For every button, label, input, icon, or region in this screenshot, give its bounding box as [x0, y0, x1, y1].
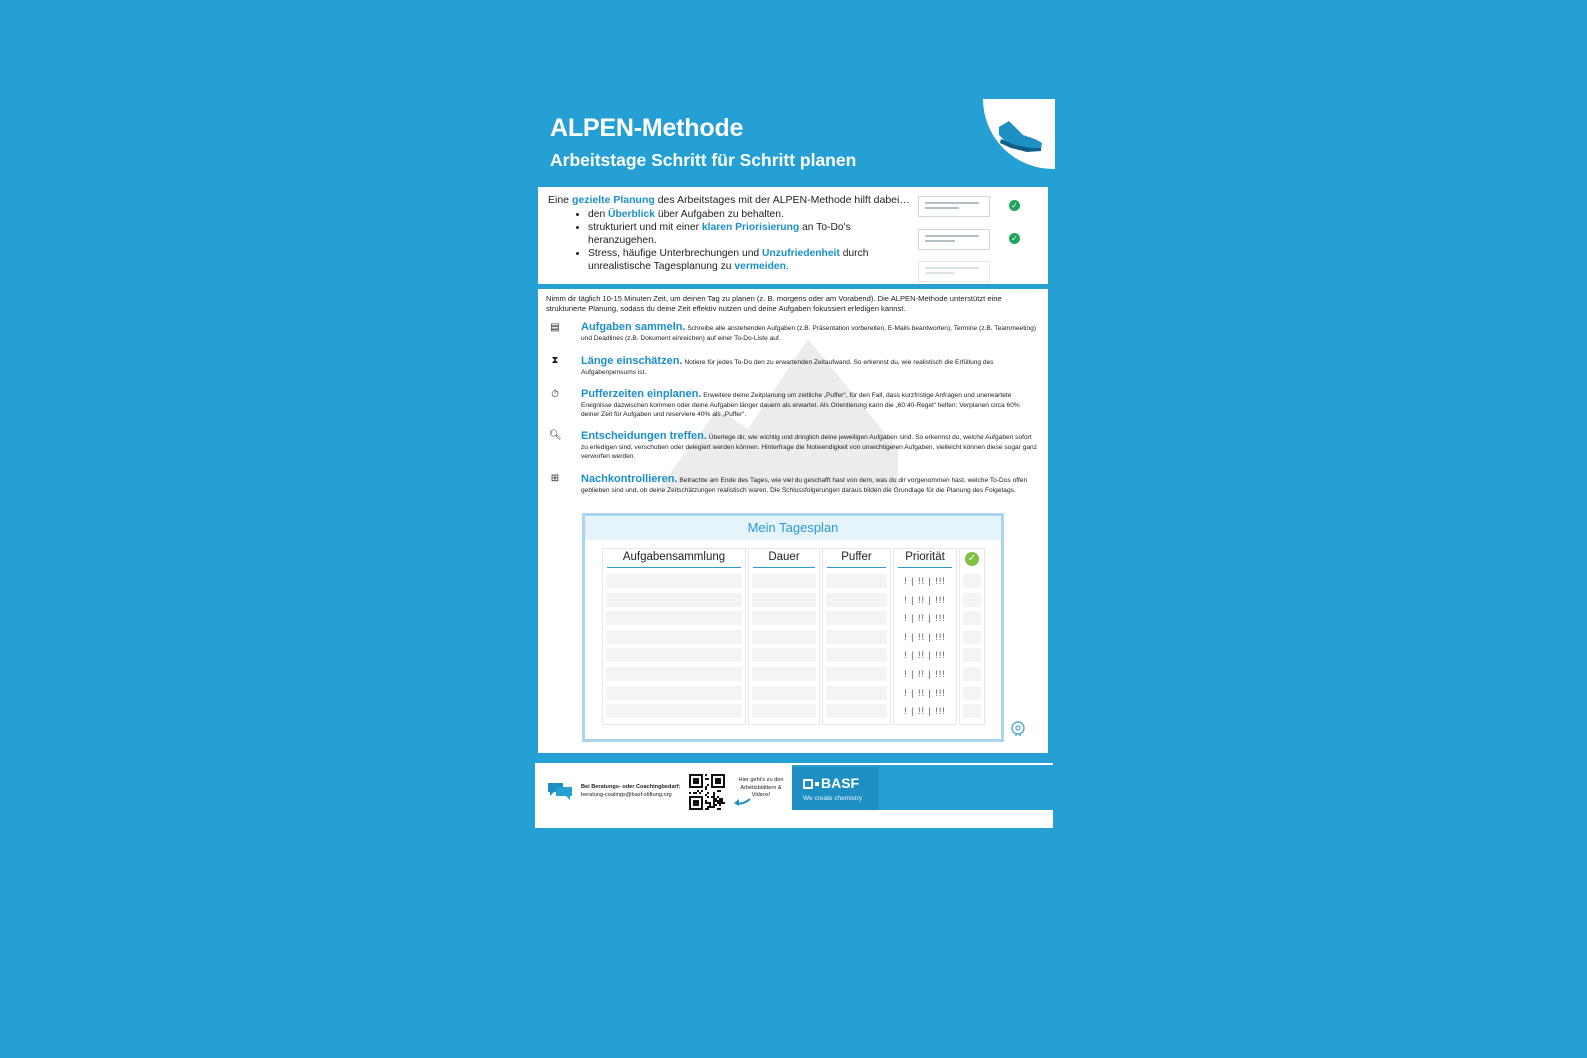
table-cell: [752, 648, 816, 662]
hourglass-icon: ⧗: [551, 355, 559, 366]
table-cell: [963, 667, 981, 681]
table-cell: [752, 574, 816, 588]
list-item: • Stress, häufige Unterbrechungen und Unzufriedenheit durch unrealistische Tagesplanung zu vermeiden.: [588, 247, 888, 273]
basf-banner: [792, 765, 1053, 810]
table-cell: [963, 630, 981, 644]
step-puffer: Pufferzeiten einplanen. Erweitere deine Zeitplanung um zeitliche „Puffer“, für den Fall, dass kurzfristige Anfragen und unerwartete Ereignisse dazwischen kommen oder deine Aufgaben länger dauern als erwartet. Als Orientierung kann die „60:40-Regel“ helfen: Verplanen circa 60% deiner Zeit für Aufgaben und reserviere 40% als „Puffer“.: [581, 388, 1020, 419]
poster-sheet: [535, 99, 1053, 828]
step-entscheidungen: Entscheidungen treffen. Überlege dir, wie wichtig und dringlich deine jeweiligen Aufgaben sind. So erkennst du, welche Aufgaben sofort zu erledigen sind, verschoben oder delegiert werden können. Hinterfrage die Notwendigkeit von unwichtigeren Aufgaben, vielleicht können diese sogar ganz verworfen werden.: [581, 430, 1037, 461]
main-lead: Nimm dir täglich 10-15 Minuten Zeit, um deinen Tag zu planen (z. B. morgens oder am Vorabend). Die ALPEN-Methode unterstützt eine strukturierte Planung, sodass du deine Zeit effektiv nutzen und deine Aufgaben fokussiert erledigen kannst.: [546, 294, 1002, 313]
column-done: [959, 548, 985, 725]
table-cell: [826, 648, 887, 662]
page-subtitle: Arbeitstage Schritt für Schritt planen: [550, 150, 857, 170]
list-item: • strukturiert und mit einer klaren Priorisierung an To-Do's heranzugehen.: [588, 221, 888, 247]
chat-bubbles-icon: [547, 781, 573, 801]
intro-lead: Eine gezielte Planung des Arbeitstages mit der ALPEN-Methode hilft dabei…: [548, 194, 910, 206]
running-shoe-icon: [995, 113, 1045, 153]
priority-marks: ! | !! | !!!: [904, 706, 946, 717]
table-cell: [963, 593, 981, 607]
basf-tagline: We create chemistry: [803, 795, 863, 802]
table-cell: [606, 574, 742, 588]
table-cell: [826, 704, 887, 718]
plan-title: Mein Tagesplan: [585, 516, 1001, 540]
priority-marks: ! | !! | !!!: [904, 613, 946, 624]
table-cell: [606, 630, 742, 644]
column-dauer: [748, 548, 820, 725]
check-icon: ✓: [965, 552, 979, 566]
list-icon: ▤: [550, 322, 560, 333]
table-cell: [752, 611, 816, 625]
head-thought-icon: [1010, 721, 1026, 737]
column-header: Puffer: [841, 551, 872, 563]
column-aufgabensammlung: [602, 548, 746, 725]
check-icon: ✓: [1009, 200, 1020, 211]
column-header: Priorität: [905, 551, 945, 563]
qr-code[interactable]: [689, 774, 725, 810]
priority-marks: ! | !! | !!!: [904, 650, 946, 661]
step-laenge: Länge einschätzen. Notiere für jedes To-Do den zu erwartenden Zeitaufwand. So erkennst du, wie realistisch die Erfüllung des Aufgabenpensums ist.: [581, 355, 994, 376]
priority-marks: ! | !! | !!!: [904, 687, 946, 698]
table-cell: [752, 593, 816, 607]
step-nachkontrollieren: Nachkontrollieren. Betrachte am Ende des Tages, wie viel du geschafft hast von dem, was du dir vorgenommen hast, welche To-Dos offen geblieben sind und, ob deine Zeitschätzungen realistisch waren. Die Schlussfolgerungen daraus bilden die Grundlage für die Planung des Folgetags.: [581, 473, 1028, 494]
column-header: Aufgabensammlung: [622, 551, 726, 563]
intro-list: [562, 208, 888, 273]
step-aufgaben: Aufgaben sammeln. Schreibe alle anstehenden Aufgaben (z.B. Präsentation vorbereiten, E-Mails beantworten), Termine (z.B. Teammeeting) und Deadlines (z.B. Dokument einreichen) auf einer To-Do-Liste auf.: [581, 321, 1037, 342]
table-cell: [963, 648, 981, 662]
table-cell: [826, 686, 887, 700]
priority-marks: ! | !! | !!!: [904, 669, 946, 679]
todo-card-illustration: [918, 261, 990, 282]
intro-box: [538, 187, 1048, 284]
stopwatch-icon: ⏱: [551, 389, 559, 400]
column-header: Dauer: [768, 551, 800, 563]
table-cell: [826, 630, 887, 644]
todo-card-illustration: [918, 229, 990, 250]
table-cell: [606, 593, 742, 607]
poster-header: [535, 99, 1053, 185]
check-icon: ✓: [1009, 233, 1020, 244]
main-content: [538, 289, 1048, 753]
priority-marks: ! | !! | !!!: [904, 594, 946, 605]
shoe-badge: [983, 99, 1055, 169]
table-cell: [826, 611, 887, 625]
table-cell: [752, 704, 816, 718]
table-cell: [826, 593, 887, 607]
table-cell: [963, 574, 981, 588]
priority-marks: ! | !! | !!!: [904, 576, 946, 586]
table-cell: [826, 574, 887, 588]
priority-marks: ! | !! | !!!: [904, 631, 946, 642]
table-cell: [606, 667, 742, 681]
daily-plan-table: [582, 513, 1004, 742]
table-cell: [963, 686, 981, 700]
table-cell: [606, 686, 742, 700]
table-cell: [752, 630, 816, 644]
arrow-left-icon: [733, 797, 751, 807]
table-cell: [963, 704, 981, 718]
list-item: • den Überblick über Aufgaben zu behalten.: [588, 208, 888, 221]
table-cell: [752, 667, 816, 681]
search-icon: 🔍︎: [549, 430, 562, 441]
contact-email[interactable]: beratung-coatings@basf-stiftung.org: [581, 792, 672, 798]
table-cell: [826, 667, 887, 681]
basf-logo-box: [792, 767, 879, 810]
column-puffer: [822, 548, 891, 725]
page-title: ALPEN-Methode: [550, 114, 744, 142]
presentation-icon: ⊞: [550, 473, 560, 484]
table-cell: [606, 648, 742, 662]
table-cell: [606, 704, 742, 718]
column-prioritaet: [893, 548, 957, 725]
poster-footer: [535, 763, 1053, 828]
table-cell: [963, 611, 981, 625]
todo-card-illustration: [918, 196, 990, 217]
table-cell: [752, 686, 816, 700]
basf-logo: BASF: [803, 775, 859, 791]
table-cell: [606, 611, 742, 625]
contact-info: Bei Beratungs- oder Coachingbedarf: beratung-coatings@basf-stiftung.org: [581, 784, 681, 798]
qr-note: Hier geht's zu den Arbeitsblättern & Videos!: [738, 777, 784, 799]
